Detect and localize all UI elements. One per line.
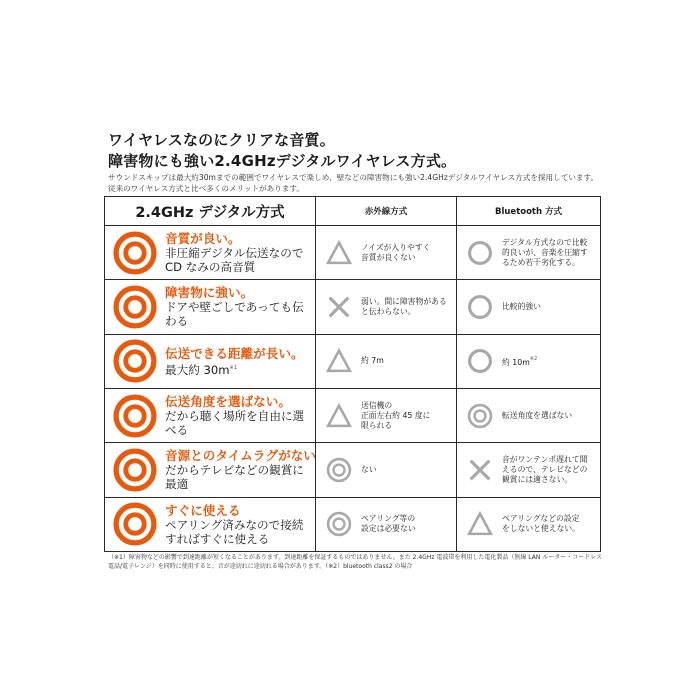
triangle-icon xyxy=(326,403,352,429)
bluetooth-text-line xyxy=(502,354,537,368)
feature-title: 音質が良い。 xyxy=(165,231,241,247)
triangle-icon xyxy=(326,348,352,374)
bluetooth-text-segment: 転送角度を選ばない xyxy=(502,410,573,420)
feature-desc-line xyxy=(165,463,316,477)
bluetooth-cell xyxy=(457,334,601,388)
infrared-cell-content xyxy=(316,457,456,483)
footnote-ref: ※1 xyxy=(229,364,237,371)
comparison-table xyxy=(104,196,601,552)
feature-desc-line xyxy=(165,423,304,437)
cross-icon xyxy=(326,294,352,320)
feature-desc-text: CD なみの高音質 xyxy=(165,260,256,275)
feature-text xyxy=(165,346,304,377)
infrared-text xyxy=(361,465,377,475)
infrared-text-segment: 約 7m xyxy=(361,356,384,366)
bluetooth-text xyxy=(502,455,587,485)
bluetooth-text-segment: 観賞には適さない。 xyxy=(502,474,573,484)
feature-desc-text: ペアリング済みなので接続 xyxy=(165,517,304,532)
bluetooth-text-line xyxy=(502,248,588,258)
bluetooth-text-segment: ペアリングなどの設定 xyxy=(502,514,580,524)
digital-cell-content xyxy=(105,394,315,438)
digital-cell-content xyxy=(105,502,315,546)
circle-icon xyxy=(467,348,493,374)
digital-cell-content xyxy=(105,285,315,329)
infrared-text-segment: 送信機の xyxy=(361,400,393,410)
bluetooth-cell-content xyxy=(457,403,600,429)
table-row xyxy=(105,226,601,280)
infrared-text-segment: 正面左右約 45 度に xyxy=(361,410,431,420)
feature-title: 伝送できる距離が長い。 xyxy=(165,345,304,361)
double-circle-icon xyxy=(113,285,157,329)
bluetooth-cell-content xyxy=(457,348,600,374)
feature-desc-line xyxy=(165,409,304,423)
bluetooth-text-segment: るため若干劣化する。 xyxy=(502,257,580,267)
infrared-text-line xyxy=(361,243,430,253)
bluetooth-text-line xyxy=(502,455,587,465)
feature-desc-text: べる xyxy=(165,423,189,438)
infrared-text-line xyxy=(361,421,430,431)
infrared-text-line xyxy=(361,401,430,411)
footnote-line-2: 電話/電子レンジ）を同時に使用すると、音が途切れに途切れる場合があります。（※2）bluetooth class2 の場合 xyxy=(108,563,413,570)
feature-desc-text: すればすぐに使える xyxy=(165,531,270,546)
infrared-text-segment: 設定は必要ない xyxy=(361,524,416,534)
infrared-text-line xyxy=(361,514,416,524)
heading xyxy=(108,130,456,172)
infrared-cell-content xyxy=(316,401,456,431)
bluetooth-text xyxy=(502,411,572,421)
digital-cell-content xyxy=(105,339,315,383)
infrared-cell xyxy=(316,443,457,497)
bluetooth-text-line xyxy=(502,258,588,268)
bluetooth-text-line xyxy=(502,475,587,485)
feature-desc-line xyxy=(165,300,304,314)
double-circle-icon xyxy=(113,339,157,383)
feature-desc-text: 最大約 30m xyxy=(165,362,230,377)
feature-desc-line xyxy=(165,246,303,260)
feature-desc-text: わる xyxy=(165,314,189,329)
header-infrared: 赤外線方式 xyxy=(316,197,457,226)
bluetooth-cell-content xyxy=(457,238,600,268)
bluetooth-text-line xyxy=(502,514,580,524)
bluetooth-cell xyxy=(457,497,601,551)
intro-text xyxy=(108,172,598,194)
feature-desc-line xyxy=(165,260,303,274)
infrared-cell xyxy=(316,334,457,388)
circle-icon xyxy=(467,240,493,266)
table-row xyxy=(105,388,601,442)
double-circle-icon xyxy=(113,448,157,492)
infrared-cell xyxy=(316,226,457,280)
bluetooth-text-line xyxy=(502,238,588,248)
intro-line-1: サウンドスキップは最大約30mまでの範囲でワイヤレスで楽しめ、壁などの障害物にも強い2.4GHzデジタルワイヤレス方式を採用しています。 xyxy=(108,173,599,182)
infrared-cell-content xyxy=(316,348,456,374)
infrared-cell xyxy=(316,497,457,551)
bluetooth-text-segment: 比較的強い xyxy=(502,301,541,311)
feature-text xyxy=(165,231,303,274)
feature-text xyxy=(165,394,304,437)
feature-title: すぐに使える xyxy=(165,502,241,518)
bluetooth-text-segment: えるので、テレビなどの xyxy=(502,464,588,474)
feature-desc-text: だから聴く場所を自由に選 xyxy=(165,409,305,424)
infrared-cell xyxy=(316,388,457,442)
triangle-icon xyxy=(326,240,352,266)
bluetooth-text-segment: 約 10m xyxy=(502,358,530,368)
infrared-text-segment: ない xyxy=(361,464,377,474)
infrared-text-segment: ペアリング等の xyxy=(361,514,416,524)
feature-desc-text: 非圧縮デジタル伝送なので xyxy=(165,246,304,261)
bluetooth-text xyxy=(502,514,580,534)
intro-line-2: 従来のワイヤレス方式と比べ多くのメリットがあります。 xyxy=(108,184,304,193)
infrared-cell xyxy=(316,280,457,334)
feature-text xyxy=(165,285,304,328)
digital-cell xyxy=(105,497,316,551)
double-circle-icon xyxy=(326,511,352,537)
infrared-cell-content xyxy=(316,294,456,320)
infrared-text xyxy=(361,356,384,366)
feature-title: 障害物に強い。 xyxy=(165,285,254,301)
infrared-cell-content xyxy=(316,240,456,266)
bluetooth-text xyxy=(502,354,537,368)
table-row xyxy=(105,280,601,334)
header-digital: 2.4GHz デジタル方式 xyxy=(105,197,316,226)
heading-line-1: ワイヤレスなのにクリアな音質。 xyxy=(108,131,335,149)
feature-desc-line xyxy=(165,518,303,532)
infrared-text-line xyxy=(361,253,430,263)
feature-title: 音源とのタイムラグがない xyxy=(165,448,316,464)
heading-line-2: 障害物にも強い2.4GHzデジタルワイヤレス方式。 xyxy=(108,152,457,170)
table-row xyxy=(105,497,601,551)
infrared-cell-content xyxy=(316,511,456,537)
infrared-text-line xyxy=(361,356,384,366)
digital-cell xyxy=(105,334,316,388)
digital-cell-content xyxy=(105,231,315,275)
cross-icon xyxy=(467,457,493,483)
infrared-text-line xyxy=(361,297,447,307)
double-circle-icon xyxy=(113,394,157,438)
infrared-text-segment: 音質が良くない xyxy=(361,252,416,262)
infrared-text-line xyxy=(361,411,430,421)
infrared-text xyxy=(361,514,416,534)
infrared-text xyxy=(361,401,430,431)
feature-desc-line xyxy=(165,361,304,377)
triangle-icon xyxy=(467,511,493,537)
feature-text xyxy=(165,503,303,546)
bluetooth-text-segment: デジタル方式なので比較 xyxy=(502,237,588,247)
double-circle-icon xyxy=(326,457,352,483)
bluetooth-text-segment: 的良いが、音楽を圧縮す xyxy=(502,247,588,257)
bluetooth-cell xyxy=(457,226,601,280)
digital-cell xyxy=(105,226,316,280)
bluetooth-cell xyxy=(457,280,601,334)
feature-desc-text: だからテレビなどの観賞に xyxy=(165,463,304,478)
bluetooth-cell xyxy=(457,443,601,497)
infrared-text-segment: 限られる xyxy=(361,420,393,430)
header-bluetooth: Bluetooth 方式 xyxy=(457,197,601,226)
feature-desc-line xyxy=(165,532,303,546)
digital-cell-content xyxy=(105,448,315,492)
infrared-text-segment: と伝わらない。 xyxy=(361,306,416,316)
bluetooth-cell xyxy=(457,388,601,442)
double-circle-icon xyxy=(467,403,493,429)
bluetooth-text-line xyxy=(502,524,580,534)
bluetooth-text xyxy=(502,302,541,312)
infrared-text-line xyxy=(361,307,447,317)
bluetooth-cell-content xyxy=(457,294,600,320)
bluetooth-text-segment: 音がワンテンポ遅れて聞 xyxy=(502,454,588,464)
circle-icon xyxy=(467,294,493,320)
bluetooth-text-line xyxy=(502,302,541,312)
footnote-line-1: （※1）障害物などの影響で到達距離が短くなることがあります。到達距離を保証するものではありません。また 2.4GHz 電波帯を利用した電化製品（無線 LAN ルーター・コードレス xyxy=(108,554,603,561)
table-row xyxy=(105,334,601,388)
footnote-ref: ※2 xyxy=(529,356,538,363)
bluetooth-text-segment: をしないと使えない。 xyxy=(502,524,580,534)
bluetooth-text-line xyxy=(502,465,587,475)
table-header-row xyxy=(105,197,601,226)
bluetooth-cell-content xyxy=(457,455,600,485)
double-circle-icon xyxy=(113,231,157,275)
digital-cell xyxy=(105,280,316,334)
feature-desc-line xyxy=(165,477,316,491)
feature-desc-text: ドアや壁ごしであっても伝 xyxy=(165,300,304,315)
table-row xyxy=(105,443,601,497)
feature-desc-line xyxy=(165,314,304,328)
feature-text xyxy=(165,448,316,491)
bluetooth-text xyxy=(502,238,588,268)
feature-title: 伝送角度を選ばない。 xyxy=(165,394,291,410)
bluetooth-cell-content xyxy=(457,511,600,537)
bluetooth-text-line xyxy=(502,411,572,421)
infrared-text xyxy=(361,243,430,263)
feature-desc-text: 最適 xyxy=(165,477,189,492)
infrared-text-segment: ノイズが入りやすく xyxy=(361,242,431,252)
infrared-text xyxy=(361,297,447,317)
double-circle-icon xyxy=(113,502,157,546)
infrared-text-segment: 弱い。間に障害物がある xyxy=(361,296,447,306)
digital-cell xyxy=(105,388,316,442)
digital-cell xyxy=(105,443,316,497)
infrared-text-line xyxy=(361,524,416,534)
infrared-text-line xyxy=(361,465,377,475)
footnotes xyxy=(108,553,602,571)
